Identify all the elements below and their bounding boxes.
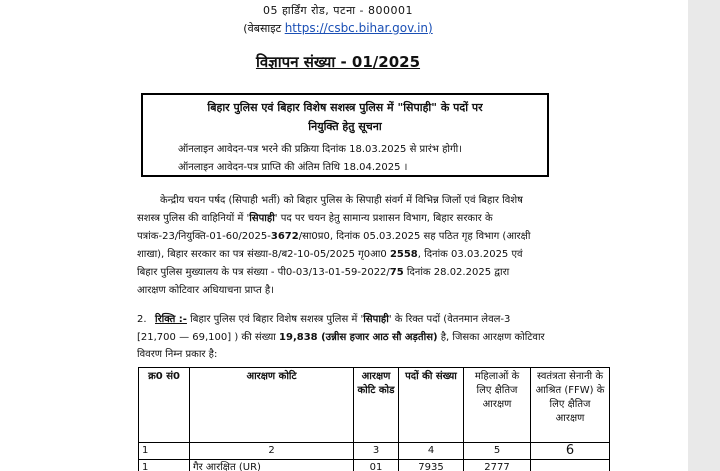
index-cell: 2 <box>190 443 354 460</box>
table-header-row <box>139 368 610 443</box>
header-category: आरक्षण कोटि <box>190 368 354 443</box>
intro-line: पत्रांक-23/नियुक्ति-01-60/2025-3672/सा0प्र0, दिनांक 05.03.2025 सह पठित गृह विभाग (आरक्षी <box>137 231 531 242</box>
vacancy-line: 2. रिक्ति :- बिहार पुलिस एवं बिहार विशेष सशस्त्र पुलिस में 'सिपाही' के रिक्त पदों (वेतनमान लेवल-3 <box>137 311 510 329</box>
intro-line: शाखा), बिहार सरकार का पत्र संख्या-8/ब2-10-05/2025 गृ0आ0 2558, दिनांक 03.03.2025 एवं <box>137 249 523 260</box>
header-sno: क्र0 सं0 <box>139 368 190 443</box>
table-row <box>139 460 610 471</box>
notice-end-date: ऑनलाइन आवेदन-पत्र प्राप्ति की अंतिम तिथि 18.04.2025 । <box>178 162 408 173</box>
header-ffw: स्वतंत्रता सेनानी के आश्रित (FFW) के लिए क्षैतिज आरक्षण <box>531 368 610 443</box>
intro-line: केन्द्रीय चयन पर्षद (सिपाही भर्ती) को बिहार पुलिस के सिपाही संवर्ग में विभिन्न जिलों एवं बिहार विशेष <box>160 195 523 206</box>
cell-ffw <box>531 460 610 471</box>
notice-heading-line1: बिहार पुलिस एवं बिहार विशेष सशस्त्र पुलिस में "सिपाही" के पदों पर <box>207 101 483 114</box>
vertical-scrollbar[interactable] <box>688 0 720 471</box>
table-index-row <box>139 443 610 460</box>
intro-line: बिहार पुलिस मुख्यालय के पत्र संख्या - पी0-03/13-01-59-2022/75 दिनांक 28.02.2025 द्वारा <box>137 267 510 278</box>
office-address: 05 हार्डिंग रोड, पटना - 800001 <box>262 4 414 17</box>
vacancy-line: विवरण निम्न प्रकार है: <box>137 349 218 360</box>
cell-posts: 7935 <box>399 460 464 471</box>
notice-heading-line2: नियुक्ति हेतु सूचना <box>308 120 382 133</box>
vacancy-line: [21,700 — 69,100] ) की संख्या 19,838 (उन्नीस हजार आठ सौ अड़तीस) है, जिसका आरक्षण कोटिवार <box>137 332 545 343</box>
cell-category: गैर आरक्षित (UR) <box>190 460 354 471</box>
notice-start-date: ऑनलाइन आवेदन-पत्र भरने की प्रक्रिया दिनांक 18.03.2025 से प्रारंभ होगी। <box>178 144 463 155</box>
index-cell: 3 <box>354 443 399 460</box>
website-link[interactable]: https://csbc.bihar.gov.in) <box>284 21 433 35</box>
index-cell: 6 <box>531 443 610 460</box>
cell-women: 2777 <box>464 460 531 471</box>
cell-code: 01 <box>354 460 399 471</box>
reservation-table <box>138 367 610 471</box>
header-posts: पदों की संख्या <box>399 368 464 443</box>
header-code: आरक्षण कोटि कोड <box>354 368 399 443</box>
advertisement-title: विज्ञापन संख्या - 01/2025 <box>255 53 421 71</box>
index-cell: 4 <box>399 443 464 460</box>
header-women: महिलाओं के लिए क्षैतिज आरक्षण <box>464 368 531 443</box>
website-line <box>0 21 676 36</box>
cell-sno: 1 <box>139 460 190 471</box>
intro-line: आरक्षण कोटिवार अधियाचना प्राप्त है। <box>137 285 274 296</box>
section-number: 2. <box>137 314 147 325</box>
intro-line: सशस्त्र पुलिस की वाहिनियों में 'सिपाही' पद पर चयन हेतु सामान्य प्रशासन विभाग, बिहार सरकार के <box>137 213 493 224</box>
website-label: (वेबसाइट <box>243 22 282 35</box>
notice-box <box>141 93 549 177</box>
index-cell: 5 <box>464 443 531 460</box>
index-cell: 1 <box>139 443 190 460</box>
section-label: रिक्ति :- <box>155 314 187 325</box>
